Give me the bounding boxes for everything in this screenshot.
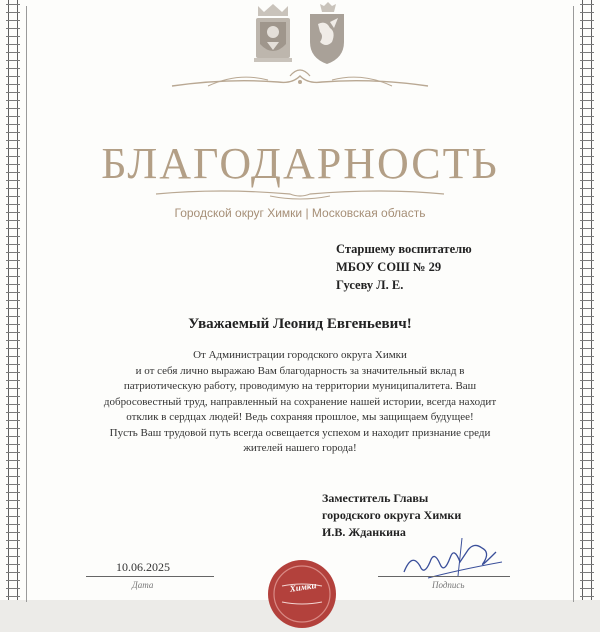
seal-text: Химки [289,580,317,594]
recipient-name: Гусеву Л. Е. [336,278,404,292]
body-line: добросовестный труд, направленный на сохранение нашей истории, всегда находит [103,395,497,408]
date-underline [86,576,214,577]
recipient-block [336,240,472,294]
body-line: Пусть Ваш трудовой путь всегда освещается успехом и находит признание среди [109,426,491,439]
right-ornamental-border [580,0,594,600]
top-flourish-ornament [168,56,432,96]
title-underline-ornament [150,186,450,202]
greeting: Уважаемый Леонид Евгеньевич! [188,316,412,332]
body-line: От Администрации городского округа Химки [193,349,407,361]
recipient-position: Старшему воспитателю [336,242,472,256]
date-label: Дата [132,580,154,590]
signer-position: Заместитель Главы [322,491,429,505]
certificate-subtitle: Городской округ Химки | Московская область [174,206,426,220]
signer-organization: городского округа Химки [322,508,462,522]
issue-date: 10.06.2025 [116,560,170,574]
body-text [92,348,508,457]
signature-underline [378,576,510,577]
signer-name: И.В. Жданкина [322,525,406,539]
body-line: и от себя лично выражаю Вам благодарность за значительный вклад в [135,364,465,377]
signature-label: Подпись [432,580,465,590]
left-ornamental-border [6,0,20,600]
body-line: жителей нашего города! [243,442,357,454]
recipient-organization: МБОУ СОШ № 29 [336,260,442,274]
wax-seal-icon [264,556,340,632]
body-line: отклик в сердцах людей! Ведь сохраняя прошлое, мы защищаем будущее! [126,411,474,423]
certificate-title: БЛАГОДАРНОСТЬ [101,139,499,188]
body-line: патриотическую работу, проводимую на территории муниципалитета. Ваш [123,380,477,392]
